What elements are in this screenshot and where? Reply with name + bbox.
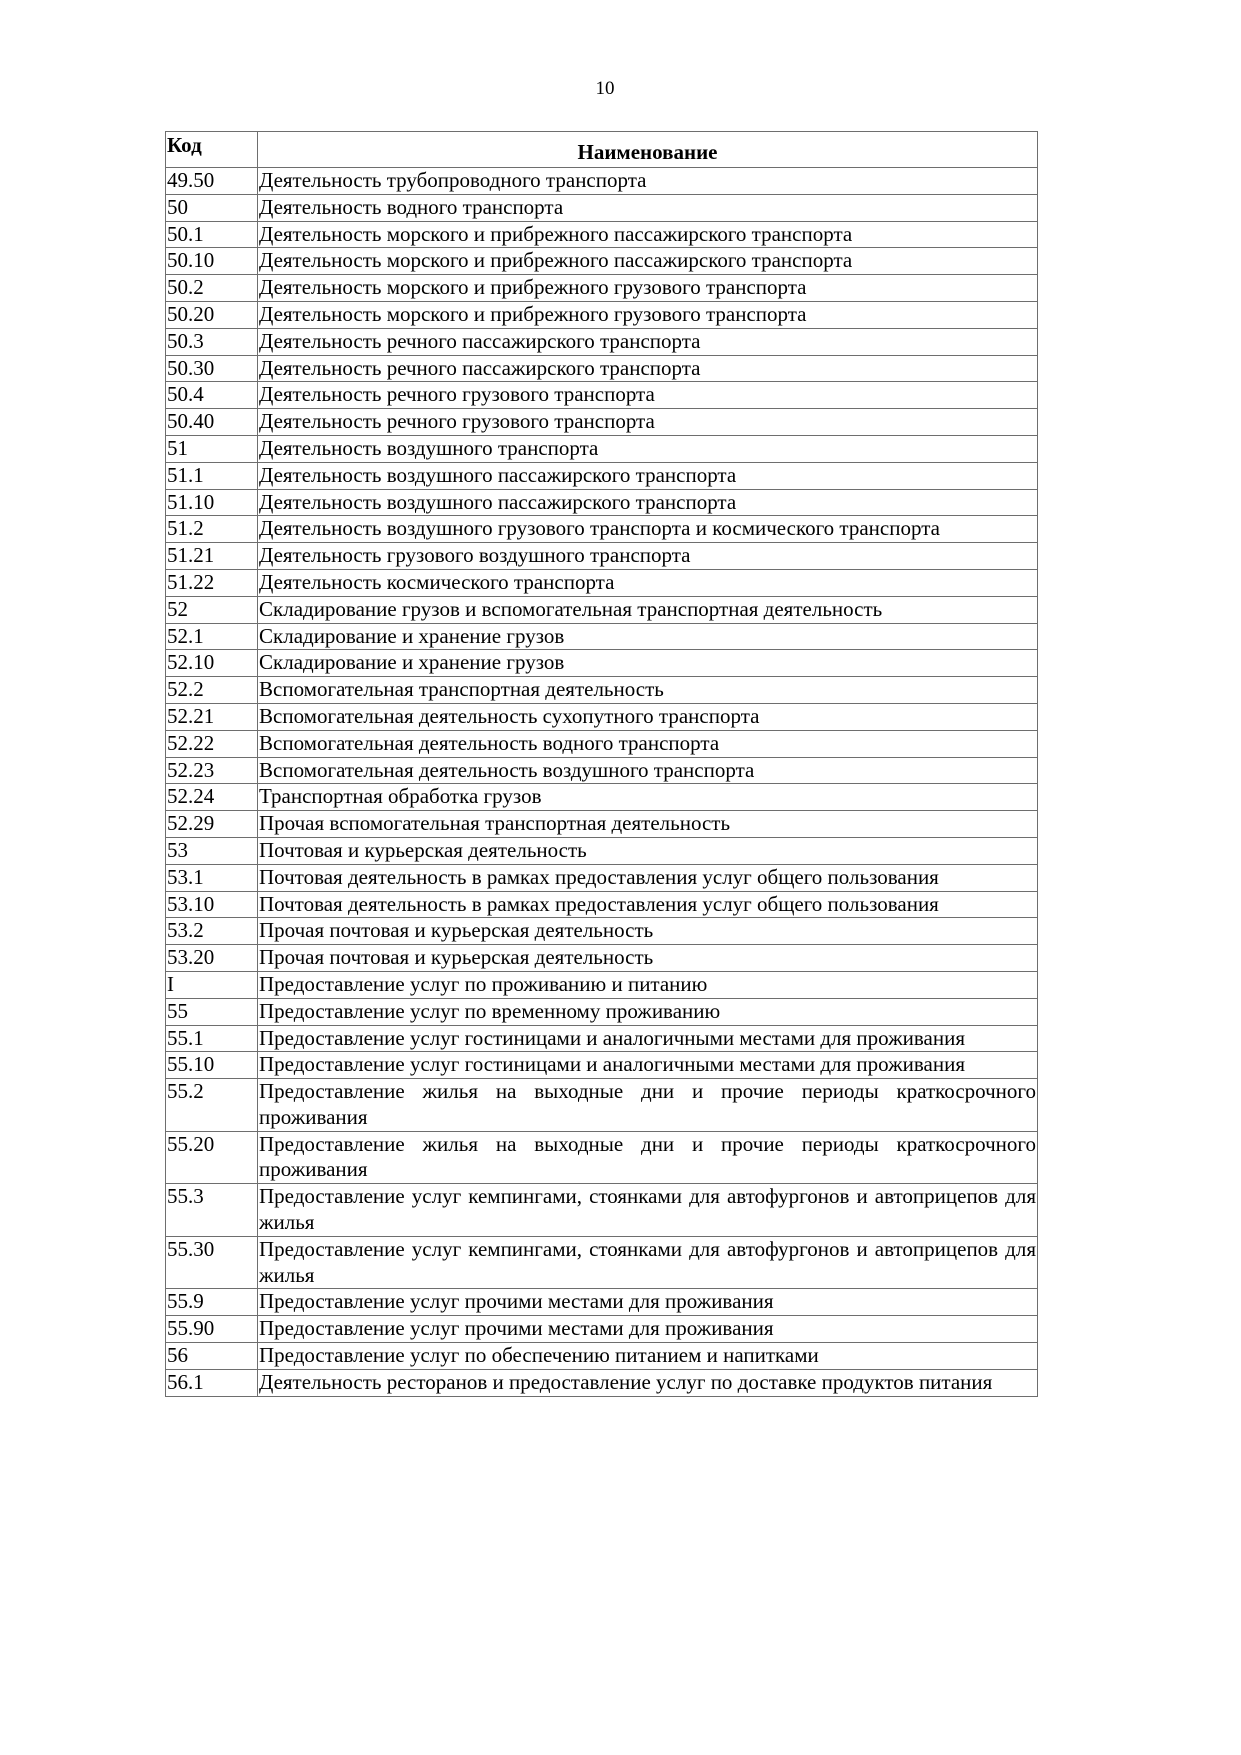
- table-row: [166, 221, 1038, 248]
- table-row: [166, 1052, 1038, 1079]
- row-code: 56.1: [166, 1369, 258, 1396]
- row-name: Предоставление услуг кемпингами, стоянками для автофургонов и автоприцепов для жилья: [258, 1236, 1038, 1289]
- row-code: 52.1: [166, 623, 258, 650]
- row-code: 55.9: [166, 1289, 258, 1316]
- row-name: Почтовая и курьерская деятельность: [258, 837, 1038, 864]
- row-code: 52: [166, 596, 258, 623]
- row-code: 49.50: [166, 168, 258, 195]
- table-row: [166, 1079, 1038, 1132]
- row-name: Вспомогательная деятельность водного транспорта: [258, 730, 1038, 757]
- table-row: [166, 1184, 1038, 1237]
- row-code: 55: [166, 998, 258, 1025]
- row-code: 55.1: [166, 1025, 258, 1052]
- row-name: Деятельность воздушного пассажирского транспорта: [258, 462, 1038, 489]
- row-name: Складирование грузов и вспомогательная транспортная деятельность: [258, 596, 1038, 623]
- row-name: Предоставление услуг кемпингами, стоянками для автофургонов и автоприцепов для жилья: [258, 1184, 1038, 1237]
- row-code: 50.30: [166, 355, 258, 382]
- row-name: Почтовая деятельность в рамках предоставления услуг общего пользования: [258, 891, 1038, 918]
- row-name: Деятельность воздушного пассажирского транспорта: [258, 489, 1038, 516]
- row-code: 53.20: [166, 945, 258, 972]
- row-code: 53.2: [166, 918, 258, 945]
- header-name: Наименование: [258, 132, 1038, 168]
- table-row: [166, 543, 1038, 570]
- page-number: 10: [595, 78, 615, 99]
- table-row: [166, 596, 1038, 623]
- row-code: 50.4: [166, 382, 258, 409]
- row-name: Почтовая деятельность в рамках предоставления услуг общего пользования: [258, 864, 1038, 891]
- header-code: Код: [166, 132, 258, 168]
- row-code: 51.2: [166, 516, 258, 543]
- table-row: [166, 623, 1038, 650]
- table-row: [166, 998, 1038, 1025]
- row-name: Предоставление услуг гостиницами и аналогичными местами для проживания: [258, 1052, 1038, 1079]
- row-code: 55.20: [166, 1131, 258, 1184]
- row-name: Деятельность воздушного грузового транспорта и космического транспорта: [258, 516, 1038, 543]
- row-code: 53.10: [166, 891, 258, 918]
- row-name: Предоставление услуг прочими местами для проживания: [258, 1289, 1038, 1316]
- row-code: 53: [166, 837, 258, 864]
- row-code: 50.1: [166, 221, 258, 248]
- table-row: [166, 837, 1038, 864]
- row-name: Прочая почтовая и курьерская деятельность: [258, 918, 1038, 945]
- table-row: [166, 971, 1038, 998]
- row-name: Деятельность речного пассажирского транспорта: [258, 328, 1038, 355]
- table-row: [166, 1289, 1038, 1316]
- row-code: 52.24: [166, 784, 258, 811]
- row-name: Деятельность ресторанов и предоставление услуг по доставке продуктов питания: [258, 1369, 1038, 1396]
- row-name: Предоставление услуг прочими местами для проживания: [258, 1316, 1038, 1343]
- table-row: [166, 757, 1038, 784]
- row-code: 51.10: [166, 489, 258, 516]
- row-name: Предоставление жилья на выходные дни и прочие периоды краткосрочного проживания: [258, 1131, 1038, 1184]
- table-row: [166, 569, 1038, 596]
- row-name: Предоставление жилья на выходные дни и прочие периоды краткосрочного проживания: [258, 1079, 1038, 1132]
- row-code: 50.20: [166, 301, 258, 328]
- row-code: 51.21: [166, 543, 258, 570]
- row-code: 55.2: [166, 1079, 258, 1132]
- row-code: 52.2: [166, 677, 258, 704]
- row-name: Деятельность морского и прибрежного грузового транспорта: [258, 275, 1038, 302]
- table-row: [166, 1025, 1038, 1052]
- table-row: [166, 891, 1038, 918]
- row-code: 50.10: [166, 248, 258, 275]
- table-row: [166, 945, 1038, 972]
- row-name: Деятельность воздушного транспорта: [258, 435, 1038, 462]
- table-row: [166, 382, 1038, 409]
- row-code: 52.22: [166, 730, 258, 757]
- row-code: 50.3: [166, 328, 258, 355]
- table-row: [166, 409, 1038, 436]
- row-name: Вспомогательная транспортная деятельность: [258, 677, 1038, 704]
- row-name: Деятельность морского и прибрежного пассажирского транспорта: [258, 248, 1038, 275]
- row-code: 50: [166, 194, 258, 221]
- row-code: 52.10: [166, 650, 258, 677]
- row-name: Деятельность морского и прибрежного пассажирского транспорта: [258, 221, 1038, 248]
- row-code: 55.3: [166, 1184, 258, 1237]
- row-code: 51: [166, 435, 258, 462]
- table-row: [166, 1316, 1038, 1343]
- row-code: 55.90: [166, 1316, 258, 1343]
- row-code: 51.1: [166, 462, 258, 489]
- row-name: Деятельность космического транспорта: [258, 569, 1038, 596]
- table-row: [166, 864, 1038, 891]
- table-row: [166, 194, 1038, 221]
- table-row: [166, 355, 1038, 382]
- row-name: Деятельность морского и прибрежного грузового транспорта: [258, 301, 1038, 328]
- row-name: Предоставление услуг по временному проживанию: [258, 998, 1038, 1025]
- row-name: Предоставление услуг по проживанию и питанию: [258, 971, 1038, 998]
- row-code: 52.21: [166, 703, 258, 730]
- row-name: Прочая почтовая и курьерская деятельность: [258, 945, 1038, 972]
- table-row: [166, 328, 1038, 355]
- table-row: [166, 730, 1038, 757]
- table-row: [166, 275, 1038, 302]
- row-name: Деятельность грузового воздушного транспорта: [258, 543, 1038, 570]
- row-name: Деятельность водного транспорта: [258, 194, 1038, 221]
- table-row: [166, 1343, 1038, 1370]
- table-row: [166, 918, 1038, 945]
- row-code: 56: [166, 1343, 258, 1370]
- table-row: [166, 1131, 1038, 1184]
- table-row: [166, 650, 1038, 677]
- row-name: Складирование и хранение грузов: [258, 623, 1038, 650]
- row-code: I: [166, 971, 258, 998]
- row-name: Прочая вспомогательная транспортная деятельность: [258, 811, 1038, 838]
- row-name: Складирование и хранение грузов: [258, 650, 1038, 677]
- row-code: 50.40: [166, 409, 258, 436]
- table-row: [166, 703, 1038, 730]
- table-row: [166, 1236, 1038, 1289]
- okved-table: [165, 131, 1038, 1397]
- row-name: Деятельность речного грузового транспорта: [258, 382, 1038, 409]
- table-row: [166, 301, 1038, 328]
- row-code: 52.29: [166, 811, 258, 838]
- row-code: 52.23: [166, 757, 258, 784]
- row-code: 51.22: [166, 569, 258, 596]
- row-name: Вспомогательная деятельность сухопутного транспорта: [258, 703, 1038, 730]
- table-row: [166, 435, 1038, 462]
- table-body: [166, 168, 1038, 1397]
- row-name: Предоставление услуг гостиницами и аналогичными местами для проживания: [258, 1025, 1038, 1052]
- row-name: Предоставление услуг по обеспечению питанием и напитками: [258, 1343, 1038, 1370]
- table-row: [166, 462, 1038, 489]
- row-code: 55.30: [166, 1236, 258, 1289]
- table-row: [166, 677, 1038, 704]
- table-header-row: [166, 132, 1038, 168]
- table-row: [166, 784, 1038, 811]
- table-row: [166, 1369, 1038, 1396]
- row-name: Вспомогательная деятельность воздушного транспорта: [258, 757, 1038, 784]
- row-name: Транспортная обработка грузов: [258, 784, 1038, 811]
- row-code: 50.2: [166, 275, 258, 302]
- table-row: [166, 168, 1038, 195]
- row-name: Деятельность трубопроводного транспорта: [258, 168, 1038, 195]
- table-row: [166, 248, 1038, 275]
- row-name: Деятельность речного грузового транспорта: [258, 409, 1038, 436]
- row-code: 53.1: [166, 864, 258, 891]
- row-code: 55.10: [166, 1052, 258, 1079]
- row-name: Деятельность речного пассажирского транспорта: [258, 355, 1038, 382]
- table-row: [166, 516, 1038, 543]
- table-row: [166, 811, 1038, 838]
- table-row: [166, 489, 1038, 516]
